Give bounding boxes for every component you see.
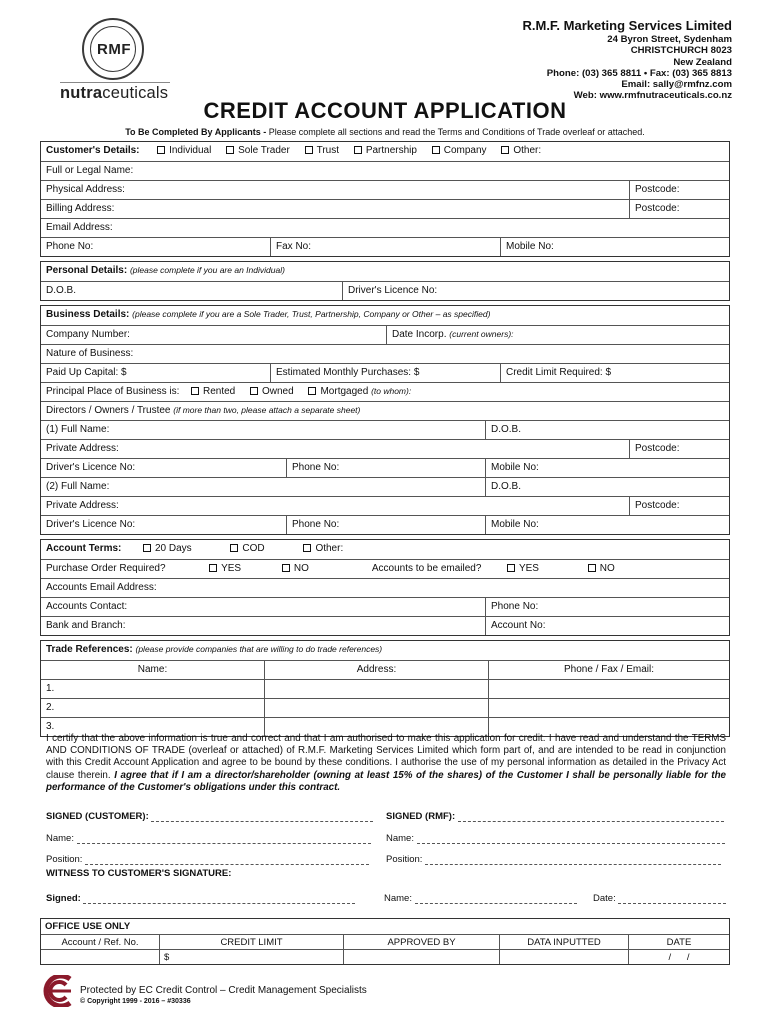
option-individual[interactable]: Individual [157, 145, 211, 156]
phone-fax-line: Phone: (03) 365 8811 • Fax: (03) 365 8813 [546, 67, 732, 79]
column-header: APPROVED BY [343, 935, 499, 949]
checkbox-icon [501, 146, 509, 154]
option-trust[interactable]: Trust [305, 145, 339, 156]
paid-up-capital-field[interactable]: Paid Up Capital: $ [46, 367, 127, 378]
column-header: Account / Ref. No. [61, 937, 139, 948]
witness-signed-line[interactable]: Signed: [46, 893, 355, 904]
section-heading: Trade References: [46, 644, 133, 655]
option-partnership[interactable]: Partnership [354, 145, 417, 156]
business-details-section: Business Details: (please complete if you are a Sole Trader, Trust, Partnership, Company or Other – as specified) Company Number: Date Incorp. (current owners): Nature of Business: Paid Up Capital: $ Estimated Monthly Purchases: $ Credit Limit Required: $ Principal Place of Business is: Rented Owned Mortgaged (to whom): Directors / Owners / Trustee (if more than two, please attach a separate sheet) (1) Full Name: D.O.B. Private Address: Postcode: Driver's Licence No: Phone No: Mobile No: (2) Full Name: D.O.B. Private Address: Postcode: Driver's Licence No: Phone No: Mobile No: [40, 305, 730, 535]
column-header: Phone / Fax / Email: [488, 661, 729, 679]
option-other[interactable]: Other: [501, 145, 541, 156]
page-title: CREDIT ACCOUNT APPLICATION [203, 98, 567, 123]
address-line: New Zealand [673, 56, 732, 68]
postcode-field[interactable]: Postcode: [629, 181, 729, 199]
footer-copyright: © Copyright 1999 - 2016 – #30336 [80, 998, 191, 1005]
signed-customer-line[interactable]: SIGNED (CUSTOMER): [46, 811, 373, 822]
section-heading: Account Terms: [46, 543, 122, 554]
column-header: Name: [137, 664, 168, 675]
column-header: DATE [628, 935, 729, 949]
checkbox-icon [226, 146, 234, 154]
checkbox-icon [209, 564, 217, 572]
option-other-terms[interactable]: Other: [303, 543, 343, 554]
office-use-heading: OFFICE USE ONLY [45, 921, 131, 932]
office-use-table [40, 918, 730, 965]
director2-licence-field[interactable]: Driver's Licence No: [46, 519, 136, 530]
dob-field[interactable]: D.O.B. [46, 285, 77, 296]
checkbox-icon [507, 564, 515, 572]
checkbox-icon [250, 387, 258, 395]
company-name: R.M.F. Marketing Services Limited [522, 18, 732, 33]
billing-address-field[interactable]: Billing Address: [46, 203, 115, 214]
licence-field[interactable]: Driver's Licence No: [342, 282, 729, 300]
email-line: Email: sally@rmfnz.com [621, 79, 732, 91]
column-header: CREDIT LIMIT [159, 935, 343, 949]
director2-phone-field[interactable]: Phone No: [286, 516, 485, 534]
checkbox-icon [354, 146, 362, 154]
trade-references-section: Trade References: (please provide companies that are willing to do trade references) Name: Address: Phone / Fax / Email: 1. 2. 3. [40, 640, 730, 737]
section-hint: (please complete if you are a Sole Trader, Trust, Partnership, Company or Other – as specified) [132, 309, 491, 319]
fax-field[interactable]: Fax No: [270, 238, 500, 256]
option-cod[interactable]: COD [230, 543, 264, 554]
ec-credit-control-icon [40, 975, 74, 1007]
reference-name-cell[interactable]: 1. [46, 683, 55, 694]
table-row [41, 679, 729, 698]
data-inputted-cell[interactable] [499, 950, 628, 964]
nature-of-business-field[interactable]: Nature of Business: [46, 348, 134, 359]
option-20-days[interactable]: 20 Days [143, 543, 192, 554]
checkbox-icon [303, 544, 311, 552]
footer-protected-text: Protected by EC Credit Control – Credit Management Specialists [80, 985, 367, 996]
checkbox-icon [157, 146, 165, 154]
rmf-position-line[interactable]: Position: [386, 854, 721, 865]
account-number-field[interactable]: Account No: [485, 617, 729, 635]
postcode-field[interactable]: Postcode: [629, 497, 729, 515]
address-line: CHRISTCHURCH 8023 [630, 45, 732, 57]
po-no-option[interactable]: NO [282, 563, 309, 574]
email-address-field[interactable]: Email Address: [46, 222, 113, 233]
account-terms-section [40, 539, 730, 636]
director1-dob-field[interactable]: D.O.B. [485, 421, 729, 439]
postcode-field[interactable]: Postcode: [629, 440, 729, 458]
column-header: Address: [264, 661, 488, 679]
director2-mobile-field[interactable]: Mobile No: [485, 516, 729, 534]
address-line: 24 Byron Street, Sydenham [607, 34, 732, 45]
po-yes-option[interactable]: YES [209, 563, 241, 574]
directors-label: Directors / Owners / Trustee [46, 405, 171, 416]
po-required-label: Purchase Order Required? [46, 563, 166, 574]
checkbox-icon [282, 564, 290, 572]
reference-contact-cell[interactable] [488, 699, 729, 717]
application-form [40, 141, 730, 741]
company-number-field[interactable]: Company Number: [46, 329, 130, 340]
date-incorp-field[interactable]: Date Incorp. (current owners): [386, 326, 729, 344]
account-ref-cell[interactable] [41, 950, 159, 964]
date-cell[interactable]: / / [628, 950, 729, 964]
company-address-block [522, 18, 732, 102]
witness-heading: WITNESS TO CUSTOMER'S SIGNATURE: [46, 868, 232, 879]
section-heading: Customer's Details: [46, 145, 140, 156]
emailed-yes-option[interactable]: YES [507, 563, 539, 574]
reference-name-cell[interactable]: 3. [46, 721, 55, 732]
checkbox-icon [588, 564, 596, 572]
credit-limit-cell[interactable]: $ [159, 950, 343, 964]
option-rented[interactable]: Rented [191, 386, 235, 397]
monthly-purchases-field[interactable]: Estimated Monthly Purchases: $ [270, 364, 500, 382]
director1-phone-field[interactable]: Phone No: [286, 459, 485, 477]
option-sole-trader[interactable]: Sole Trader [226, 145, 290, 156]
logo-mark: RMF [97, 41, 131, 58]
postcode-field[interactable]: Postcode: [629, 200, 729, 218]
approved-by-cell[interactable] [343, 950, 499, 964]
checkbox-icon [305, 146, 313, 154]
declaration-text: I certify that the above information is true and correct and that I am authorised to make this application for credit. I have read and understand the TERMS AND CONDITIONS OF TRADE (overleaf or attached) of R.M.F. Marketing Services Limited which form part of, and are intended to be read in conjunction with this Credit Account Application and agree to be bound by these conditions. I authorise the use of my personal information as detailed in the Privacy Act clause therein. I agree that if I am a director/shareholder (owning at least 15% of the shares) of the Customer I shall be personally liable for the performance of the Customer's obligations under this contract. [46, 733, 726, 793]
mobile-field[interactable]: Mobile No: [500, 238, 729, 256]
option-company[interactable]: Company [432, 145, 487, 156]
section-hint: (please complete if you are an Individual) [129, 265, 285, 275]
physical-address-field[interactable]: Physical Address: [46, 184, 125, 195]
customer-position-line[interactable]: Position: [46, 854, 369, 865]
principal-place-label: Principal Place of Business is: [46, 386, 180, 397]
director2-address-field[interactable]: Private Address: [46, 500, 119, 511]
section-heading: Business Details: [46, 309, 130, 320]
logo-text: nutraceuticals [60, 84, 169, 102]
emailed-label: Accounts to be emailed? [371, 563, 482, 574]
director1-licence-field[interactable]: Driver's Licence No: [46, 462, 136, 473]
witness-date-line[interactable]: Date: [593, 893, 726, 904]
phone-field[interactable]: Phone No: [46, 241, 94, 252]
director2-dob-field[interactable]: D.O.B. [485, 478, 729, 496]
personal-details-section [40, 261, 730, 301]
table-row [41, 698, 729, 717]
reference-name-cell[interactable]: 2. [46, 702, 55, 713]
checkbox-icon [230, 544, 238, 552]
rmf-seal-icon [82, 18, 144, 80]
credit-limit-field[interactable]: Credit Limit Required: $ [500, 364, 729, 382]
customer-details-section [40, 141, 730, 257]
reference-contact-cell[interactable] [488, 680, 729, 698]
accounts-email-field[interactable]: Accounts Email Address: [46, 582, 157, 593]
accounts-phone-field[interactable]: Phone No: [485, 598, 729, 616]
option-mortgaged[interactable]: Mortgaged [308, 386, 368, 397]
checkbox-icon [308, 387, 316, 395]
column-header: DATA INPUTTED [499, 935, 628, 949]
reference-address-cell[interactable] [264, 680, 488, 698]
page-subtitle: To Be Completed By Applicants - Please complete all sections and read the Terms and Conditions of Trade overleaf or attached. [125, 127, 645, 137]
web-line: Web: www.rmfnutraceuticals.co.nz [573, 90, 732, 102]
director2-name-field[interactable]: (2) Full Name: [46, 481, 110, 492]
checkbox-icon [143, 544, 151, 552]
full-name-field[interactable]: Full or Legal Name: [46, 165, 134, 176]
director1-mobile-field[interactable]: Mobile No: [485, 459, 729, 477]
customer-name-line[interactable]: Name: [46, 833, 371, 844]
accounts-contact-field[interactable]: Accounts Contact: [46, 601, 128, 612]
witness-name-line[interactable]: Name: [384, 893, 577, 904]
reference-address-cell[interactable] [264, 699, 488, 717]
option-owned[interactable]: Owned [250, 386, 294, 397]
bank-branch-field[interactable]: Bank and Branch: [46, 620, 126, 631]
checkbox-icon [191, 387, 199, 395]
emailed-no-option[interactable]: NO [588, 563, 615, 574]
section-heading: Personal Details: [46, 265, 128, 276]
director1-address-field[interactable]: Private Address: [46, 443, 119, 454]
checkbox-icon [432, 146, 440, 154]
signed-rmf-line[interactable]: SIGNED (RMF): [386, 811, 724, 822]
company-logo [58, 18, 176, 102]
rmf-name-line[interactable]: Name: [386, 833, 725, 844]
director1-name-field[interactable]: (1) Full Name: [46, 424, 110, 435]
